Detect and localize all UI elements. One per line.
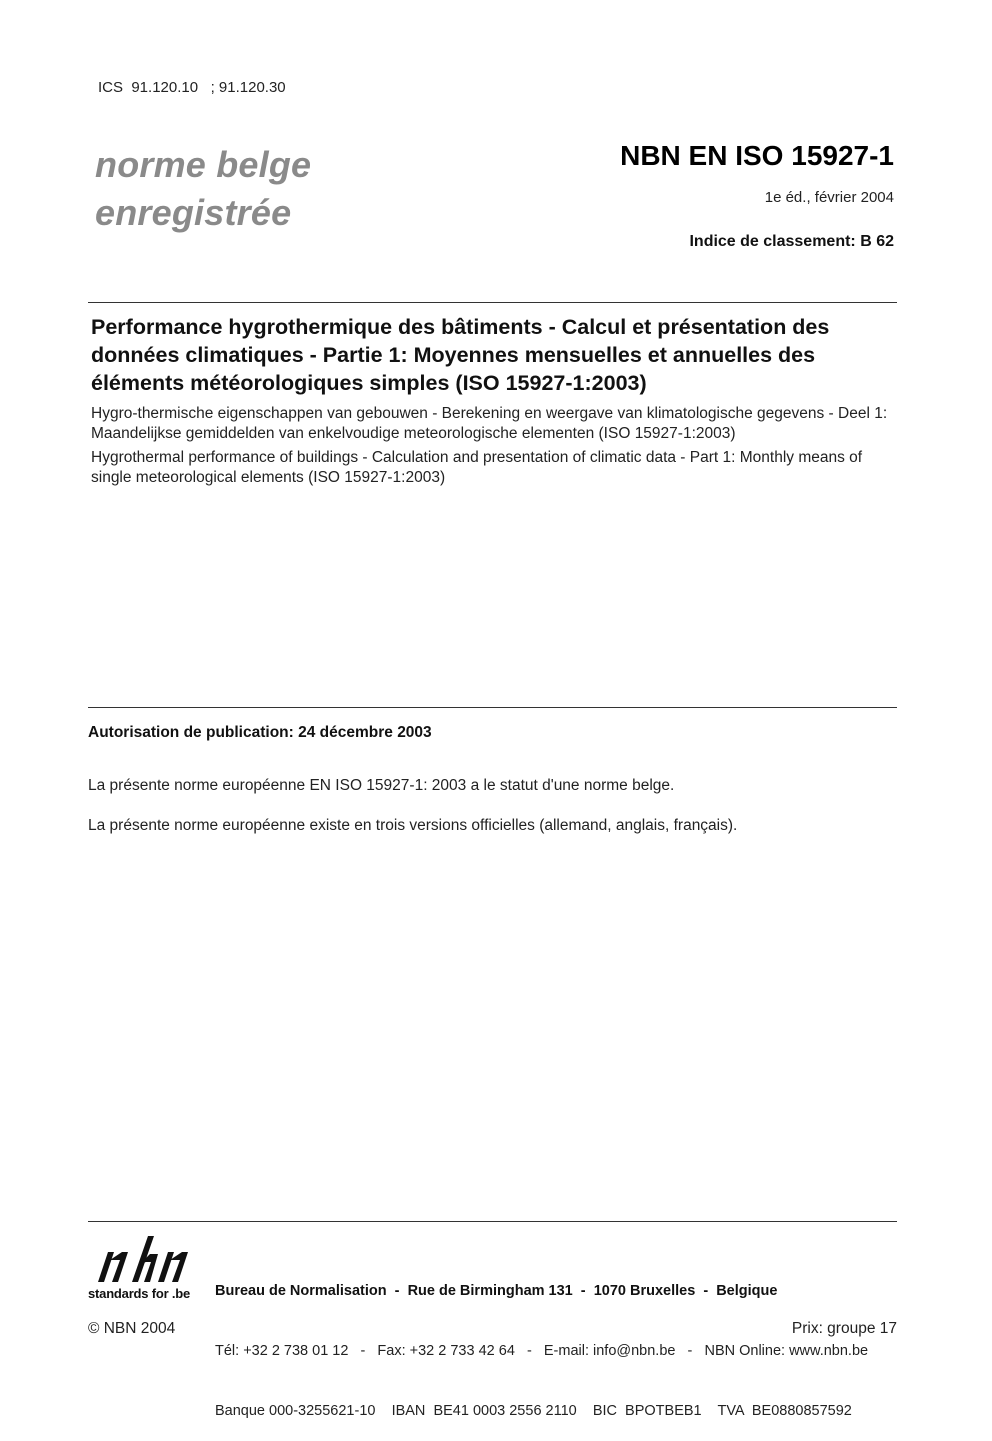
divider-middle xyxy=(88,707,897,708)
logo-tagline: standards for .be xyxy=(88,1286,191,1301)
nbn-logo-text: nbn xyxy=(143,1270,145,1271)
title-dutch: Hygro-thermische eigenschappen van gebouwen - Berekening en weergave van klimatologische gegevens - Deel 1: Maandelijkse gemiddelden van enkelvoudige meteorologische elementen (ISO 15927-1:2003) xyxy=(91,405,888,442)
divider-top xyxy=(88,302,897,303)
title-french: Performance hygrothermique des bâtiments - Calcul et présentation des données climatiques - Partie 1: Moyennes mensuelles et annuelles des éléments météorologiques simples (ISO 15927-1:2003) xyxy=(91,315,830,395)
publication-authorisation: Autorisation de publication: 24 décembre 2003 xyxy=(88,724,432,741)
brand-title xyxy=(95,141,311,237)
divider-footer xyxy=(88,1221,897,1222)
edition: 1e éd., février 2004 xyxy=(764,189,894,206)
paragraph-status: La présente norme européenne EN ISO 15927-1: 2003 a le statut d'une norme belge. xyxy=(88,777,675,794)
standard-code: NBN EN ISO 15927-1 xyxy=(620,140,894,171)
footer-contact: Tél: +32 2 738 01 12 - Fax: +32 2 733 42 64 - E-mail: info@nbn.be - NBN Online: www.nbn.be xyxy=(215,1343,869,1359)
footer-bank: Banque 000-3255621-10 IBAN BE41 0003 2556 2110 BIC BPOTBEB1 TVA BE0880857592 xyxy=(215,1403,852,1419)
paragraph-versions: La présente norme européenne existe en trois versions officielles (allemand, anglais, français). xyxy=(88,817,738,834)
ics-code: ICS 91.120.10 ; 91.120.30 xyxy=(98,79,286,96)
brand-line-1: norme belge xyxy=(95,144,312,185)
footer-contact-block xyxy=(215,1241,868,1441)
brand-line-2: enregistrée xyxy=(95,192,292,233)
classification-index: Indice de classement: B 62 xyxy=(689,233,894,250)
nbn-logo-mark xyxy=(98,1236,188,1282)
footer-address: Bureau de Normalisation - Rue de Birmingham 131 - 1070 Bruxelles - Belgique xyxy=(215,1283,778,1299)
title-english: Hygrothermal performance of buildings - Calculation and presentation of climatic data - Part 1: Monthly means of single meteorological elements (ISO 15927-1:2003) xyxy=(91,449,863,486)
price-group: Prix: groupe 17 xyxy=(791,1320,897,1337)
copyright: © NBN 2004 xyxy=(88,1320,176,1337)
